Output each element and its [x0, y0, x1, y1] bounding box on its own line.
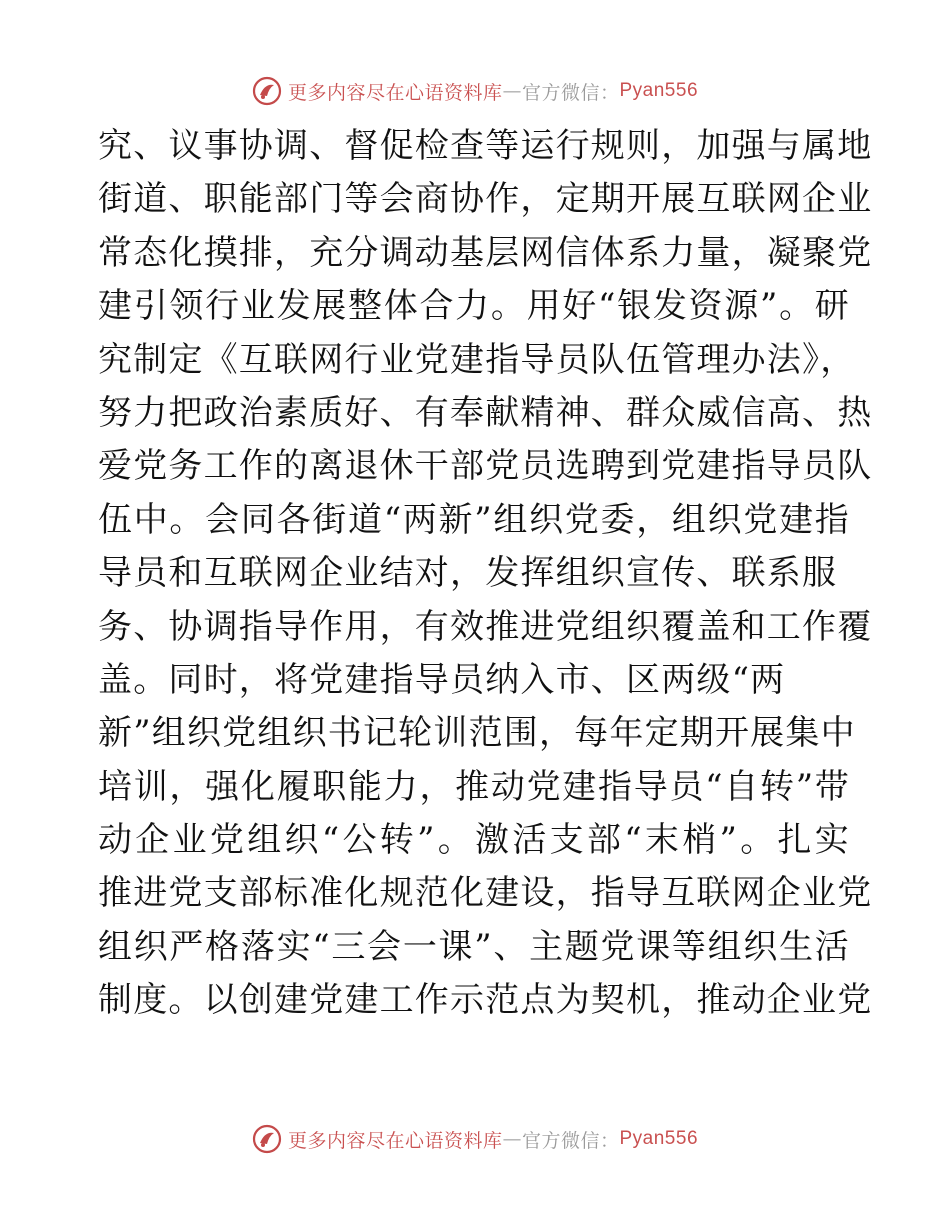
watermark-separator: — [502, 1128, 522, 1150]
text-line: 盖。同时，将党建指导员纳入市、区两级“两 [98, 659, 786, 700]
watermark-separator: — [502, 80, 522, 102]
text-line: 制度。以创建党建工作示范点为契机，推动企业党 [98, 980, 873, 1021]
text-line: 培训，强化履职能力，推动党建指导员“自转”带 [98, 766, 850, 807]
header-watermark [0, 71, 950, 111]
logo-icon [252, 76, 282, 106]
text-line: 动企业党组织“公转”。激活支部“末梢”。扎实 [98, 820, 850, 861]
text-line: 务、协调指导作用，有效推进党组织覆盖和工作覆 [98, 606, 873, 647]
watermark-id: Pyan556 [619, 80, 699, 101]
text-line: 新”组织党组织书记轮训范围，每年定期开展集中 [98, 713, 856, 754]
document-body [98, 120, 873, 1028]
text-line: 究制定《互联网行业党建指导员队伍管理办法》， [98, 339, 856, 380]
text-line: 推进党支部标准化规范化建设，指导互联网企业党 [98, 873, 873, 914]
text-line: 建引领行业发展整体合力。用好“银发资源”。研 [98, 286, 850, 327]
watermark-text: 更多内容尽在心语资料库 [287, 1129, 503, 1152]
text-line: 伍中。会同各街道“两新”组织党委，组织党建指 [98, 499, 850, 540]
footer-watermark [0, 1119, 950, 1159]
watermark-id: Pyan556 [619, 1128, 699, 1149]
text-line: 究、议事协调、督促检查等运行规则，加强与属地 [98, 126, 873, 166]
watermark-label: 官方微信： [521, 81, 620, 104]
logo-icon [252, 1124, 282, 1154]
text-line: 努力把政治素质好、有奉献精神、群众威信高、热 [98, 392, 873, 433]
watermark-text: 更多内容尽在心语资料库 [287, 81, 503, 104]
watermark-label: 官方微信： [521, 1129, 620, 1152]
text-line: 爱党务工作的离退休干部党员选聘到党建指导员队 [98, 446, 873, 487]
text-line: 导员和互联网企业结对，发挥组织宣传、联系服 [98, 553, 838, 594]
text-line: 组织严格落实“三会一课”、主题党课等组织生活 [98, 926, 850, 967]
text-line: 常态化摸排，充分调动基层网信体系力量，凝聚党 [98, 232, 873, 273]
text-line: 街道、职能部门等会商协作，定期开展互联网企业 [98, 179, 873, 220]
